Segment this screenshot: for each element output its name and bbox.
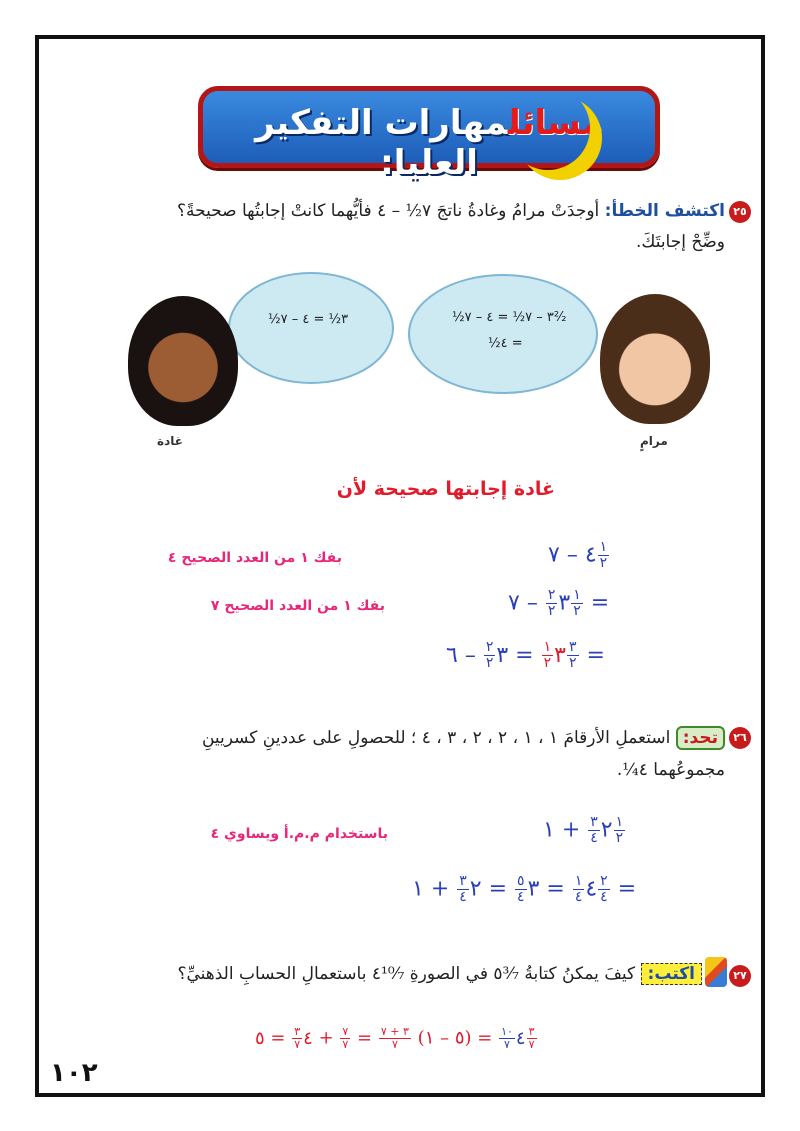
banner-title-white: مهارات التفكير العليا: <box>255 103 508 183</box>
q26eq1-n1: ١ <box>615 814 624 830</box>
q25-equation-1 <box>548 540 610 571</box>
eq3-d1: ٢ <box>568 655 577 671</box>
q27-text: كيفَ يمكنُ كتابةُ ٥³⁄₇ في الصورةِ ٤¹⁰⁄₇ باستعمالِ الحسابِ الذهنيِّ؟ <box>177 964 636 984</box>
q26eq1-w1: ١ <box>543 817 555 843</box>
q27-w2: ٤ <box>303 1027 313 1049</box>
q25-answer-title: غادة إجابتها صحيحة لأن <box>336 478 555 500</box>
q27-d5: ٧ <box>504 1038 510 1051</box>
q27-n5: ١٠ <box>501 1025 513 1038</box>
q26-note: باستخدام م.م.أ ويساوي ٤ <box>210 826 388 842</box>
banner-title-red: مسائل <box>507 103 603 143</box>
q27-d2: ٧ <box>294 1038 301 1051</box>
q26eq2-w4: ٤ <box>585 876 598 902</box>
crescent-moon-icon <box>518 96 602 180</box>
bubble-ghada-text: ٣½ = ٤ – ٧½ <box>268 312 349 327</box>
q27-n4: ٣ + ٧ <box>380 1025 409 1038</box>
q26-text-line2: مجموعُهما ٤¼. <box>616 760 725 780</box>
eq2-w1: ٧ <box>508 590 520 616</box>
caption-maram: مرامٍ <box>640 434 668 448</box>
q25-equation-3: ٣ $\frac{١}{٢}$ = ٣ $\frac{٢}{٢}$ – ٦ $\frac{٣}{٢}$ = <box>446 639 605 671</box>
q26eq2-n4: ١ <box>574 873 583 889</box>
eq1-rest: ٤ – <box>566 542 597 568</box>
q26-equation-1: ٢ $\frac{٣}{٤}$ + ١ $\frac{١}{٢}$ <box>543 814 624 846</box>
q25-text-line2: وضِّحْ إجابتَكَ. <box>635 232 725 252</box>
q27-equation: ٤ $\frac{١٠}{٧}$ = (٥ – ١) $\frac{٣ + ٧}{٧}$ = $\frac{٧}{٧}$ + ٤ $\frac{٣}{٧}$ = ٥ $\frac{٣}{٧}$ <box>255 1025 535 1051</box>
eq3-n1: ٣ <box>568 639 577 655</box>
eq3-w1: ٦ <box>446 642 458 668</box>
q26-equation-2: ٤ $\frac{١}{٤}$ = ٣ $\frac{٥}{٤}$ = ٢ $\frac{٣}{٤}$ + ١ $\frac{٢}{٤}$ = <box>412 873 637 905</box>
eq1-whole: ٧ <box>548 542 560 568</box>
q26-text-line1: استعملِ الأرقامَ ١ ، ١ ، ٢ ، ٢ ، ٣ ، ٤ ؛ للحصولِ على عددينِ كسريينِ <box>201 728 671 748</box>
q27-n1: ٣ <box>528 1025 535 1038</box>
q27-label: اكتب: <box>641 963 702 985</box>
bubble-maram-line1: ٣²⁄₂ – ٧½ = ٤ – ٧½ <box>452 310 567 325</box>
q26eq2-w2: ٢ <box>469 876 482 902</box>
page-border <box>35 35 765 1097</box>
writing-boy-icon <box>705 957 727 987</box>
q26eq2-n2: ٣ <box>459 873 467 889</box>
eq2-d1: ٢ <box>573 603 581 619</box>
eq3-w3: ٣ <box>554 642 566 668</box>
ghada-photo <box>128 296 238 426</box>
eq2-w2: ٣ <box>558 590 571 616</box>
q26eq2-d3: ٤ <box>517 889 525 905</box>
q25-note-2: بفك ١ من العدد الصحيح ٧ <box>210 598 385 614</box>
q25-note-1: بفك ١ من العدد الصحيح ٤ <box>167 550 342 566</box>
question-number-25: ٢٥ <box>729 201 751 223</box>
speech-bubble-maram <box>408 274 598 394</box>
q26eq2-w3: ٣ <box>527 876 540 902</box>
q27-n3: ٧ <box>342 1025 349 1038</box>
eq2-n1: ١ <box>573 587 581 603</box>
eq3-n3: ١ <box>543 639 552 655</box>
bubble-maram-line2: = ٤½ <box>488 336 523 351</box>
q26eq2-d1: ٤ <box>600 889 608 905</box>
q26eq1-n2: ٣ <box>590 814 598 830</box>
eq3-d3: ٢ <box>543 655 552 671</box>
q27-mid: (٥ – ١) <box>417 1027 472 1049</box>
eq1-num: ١ <box>599 539 608 555</box>
q26eq2-n1: ٢ <box>600 873 608 889</box>
q27-d3: ٧ <box>342 1038 349 1051</box>
q26eq2-w1: ١ <box>412 876 424 902</box>
speech-bubble-ghada <box>228 272 394 384</box>
q26eq1-d2: ٤ <box>590 830 598 846</box>
q26eq1-w2: ٢ <box>600 817 613 843</box>
q27-n2: ٣ <box>294 1025 301 1038</box>
q25-label: اكتشف الخطأ: <box>604 201 725 221</box>
question-number-27: ٢٧ <box>729 965 751 987</box>
question-number-26: ٢٦ <box>729 727 751 749</box>
eq3-n2: ٢ <box>485 639 494 655</box>
eq2-n2: ٢ <box>547 587 556 603</box>
caption-ghada: غادة <box>157 434 183 448</box>
q26-label: تحد: <box>676 726 725 750</box>
q25-line1 <box>177 201 725 221</box>
q26-line1 <box>202 726 725 750</box>
q27-w5: ٤ <box>515 1027 526 1049</box>
eq3-d2: ٢ <box>485 655 494 671</box>
q25-equation-2: ٣ $\frac{٢}{٢}$ – ٧ $\frac{١}{٢}$ = <box>508 587 610 619</box>
q26eq2-d2: ٤ <box>459 889 467 905</box>
q27-d4: ٧ <box>391 1038 398 1051</box>
q25-text-line1: أوجدَتْ مرامُ وغادةُ ناتجَ ٧½ – ٤ فأيُّهما كانتْ إجابتُها صحيحةً؟ <box>176 201 600 221</box>
maram-photo <box>600 294 710 424</box>
eq1-den: ٢ <box>599 555 608 571</box>
eq2-d2: ٢ <box>547 603 556 619</box>
q27-d1: ٧ <box>528 1038 535 1051</box>
q26eq1-d1: ٢ <box>615 830 624 846</box>
q26eq2-n3: ٥ <box>517 873 525 889</box>
q26eq2-d4: ٤ <box>574 889 583 905</box>
q27-w1: ٥ <box>255 1027 265 1049</box>
q27-line <box>177 963 702 985</box>
page-number: ١٠٢ <box>50 1058 98 1088</box>
eq3-w2: ٣ <box>496 642 509 668</box>
